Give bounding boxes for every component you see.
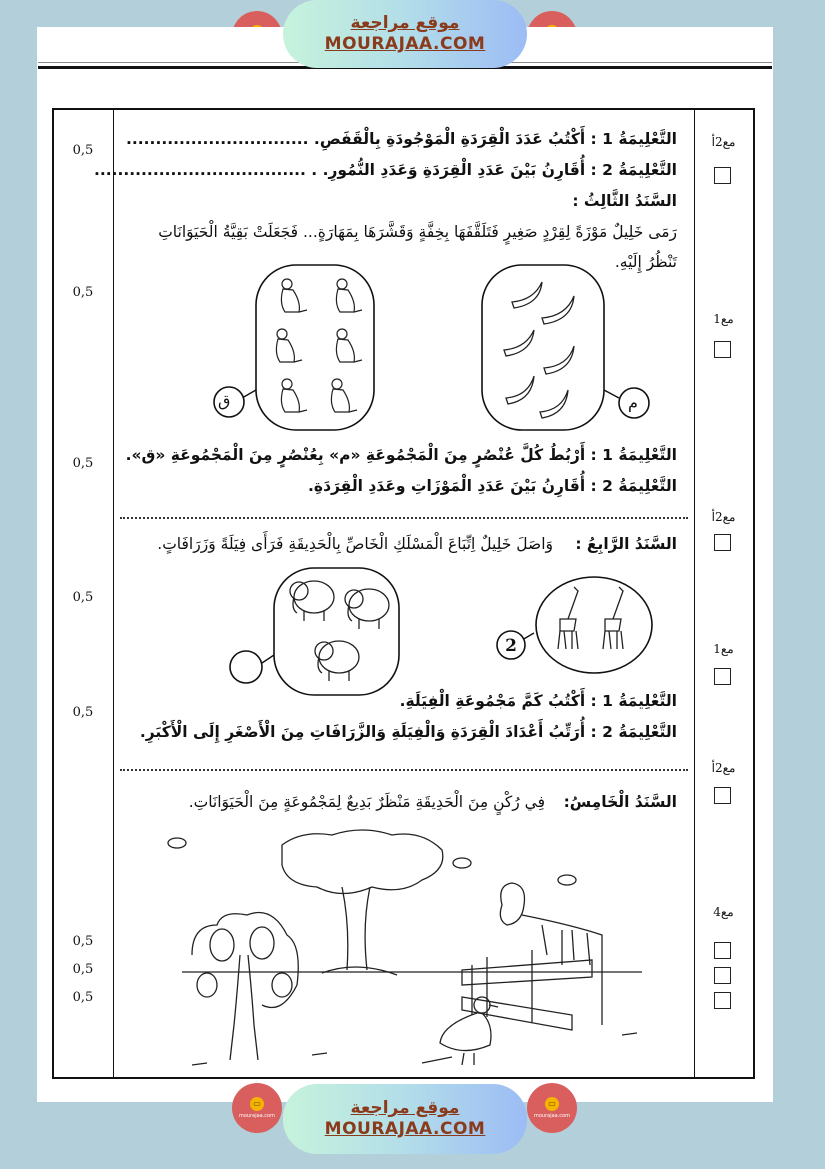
s2-instruction-1: التَّعْلِيمَةُ 1 : أَكْتُبُ عَدَدَ الْقِرَدَةِ الْمَوْجُودَةِ بِالْقَفَصِ. ............................... [126, 130, 677, 148]
s3-text-line2: تَنْظُرُ إِلَيْهِ. [614, 253, 677, 271]
banana-icons [504, 282, 574, 418]
park-scene [122, 825, 682, 1075]
section-divider [120, 517, 688, 519]
watermark-latin: MOURAJAA.COM [324, 34, 486, 54]
fence-icon [462, 950, 592, 1030]
duck-icon [440, 997, 498, 1065]
criterion-label: مع4 [713, 905, 734, 919]
criterion-label: مع2أ [711, 761, 736, 775]
watermark-arabic: موقع مراجعة [350, 1098, 460, 1118]
criterion-checkbox[interactable] [714, 668, 731, 685]
criterion-checkbox[interactable] [714, 167, 731, 184]
criterion-checkbox[interactable] [714, 787, 731, 804]
monkeys-set-label: ق [218, 391, 231, 410]
s4-title: السَّنَدُ الرَّابِعُ : [575, 535, 677, 553]
criterion-checkbox[interactable] [714, 942, 731, 959]
butterfly-icons [168, 838, 576, 885]
peacock-icon [192, 913, 298, 1061]
watermark-banner-bottom[interactable] [283, 1084, 527, 1154]
bananas-set [474, 260, 654, 435]
s3-text-line1: رَمَى خَلِيلٌ مَوْزَةً لِقِرْدٍ صَغِيرٍ فَتَلَقَّفَهَا بِخِفَّةٍ وَقَشَّرَهَا بِمَهَارَةٍ... فَجَعَلَتْ بَقِيَّةُ الْحَيَوَانَاتِ [158, 223, 677, 241]
book-icon: ▭ [250, 1097, 264, 1111]
score: 0,5 [72, 705, 94, 720]
section-divider [120, 769, 688, 771]
criterion-checkbox[interactable] [714, 992, 731, 1009]
badge-text: mourajaa.com [533, 1113, 570, 1119]
s4-instruction-2: التَّعْلِيمَةُ 2 : أُرَتِّبُ أَعْدَادَ الْقِرَدَةِ وَالْفِيَلَةِ وَالزَّرَافَاتِ مِنَ الْأَصْغَرِ إِلَى الْأَكْبَرِ. [139, 723, 677, 741]
giraffe-icons [558, 587, 623, 649]
s2-instruction-2: التَّعْلِيمَةُ 2 : أُقَارِنُ بَيْنَ عَدَدِ الْقِرَدَةِ وَعَدَدِ النُّمُورِ. . .................................... [93, 161, 677, 179]
criterion-label: مع2أ [711, 510, 736, 524]
score: 0,5 [72, 934, 94, 949]
criterion-label: مع1 [713, 642, 734, 656]
watermark-badge-bottom-left [232, 1083, 282, 1133]
badge-text: mourajaa.com [238, 1113, 275, 1119]
zebra-icon [500, 883, 602, 1025]
monkeys-set [204, 260, 404, 435]
criterion-label: مع1 [713, 312, 734, 326]
bananas-set-label: م [628, 393, 638, 412]
tree-icon [282, 830, 443, 975]
criterion-label: مع2أ [711, 135, 736, 149]
score: 0,5 [72, 456, 94, 471]
criterion-checkbox[interactable] [714, 341, 731, 358]
watermark-arabic: موقع مراجعة [350, 13, 460, 33]
scores-column [54, 110, 114, 1077]
watermark-badge-bottom-right [527, 1083, 577, 1133]
s5-title: السَّنَدُ الْخَامِسُ: [563, 793, 677, 811]
s3-instruction-2: التَّعْلِيمَةُ 2 : أُقَارِنُ بَيْنَ عَدَدِ الْمَوْزَاتِ وعَدَدِ الْقِرَدَةِ. [308, 477, 677, 495]
elephant-icons [290, 581, 389, 681]
book-icon: ▭ [545, 1097, 559, 1111]
s4-text: وَاصَلَ خَلِيلٌ اِتِّبَاعَ الْمَسْلَكِ الْخَاصِّ بِالْحَدِيقَةِ فَرَأَى فِيَلَةً وَزَرَافَاتٍ. [157, 535, 553, 553]
giraffes-set [484, 575, 664, 680]
elephants-set [224, 563, 424, 698]
watermark-banner-top[interactable] [283, 0, 527, 68]
s3-instruction-1: التَّعْلِيمَةُ 1 : أَرْبُطُ كُلَّ عُنْصُرٍ مِنَ الْمَجْمُوعَةِ «م» بِعُنْصُرٍ مِنَ الْمَجْمُوعَةِ «ق». [125, 446, 677, 464]
s5-text: فِي رُكْنٍ مِنَ الْحَدِيقَةِ مَنْظَرٌ بَدِيعٌ لِمَجْمُوعَةٍ مِنَ الْحَيَوَانَاتِ. [188, 793, 545, 811]
criterion-checkbox[interactable] [714, 967, 731, 984]
watermark-latin: MOURAJAA.COM [324, 1119, 486, 1139]
score: 0,5 [72, 143, 94, 158]
monkey-icons [276, 279, 362, 412]
score: 0,5 [72, 590, 94, 605]
score: 0,5 [72, 990, 94, 1005]
exam-frame [52, 108, 755, 1079]
score: 0,5 [72, 285, 94, 300]
score: 0,5 [72, 962, 94, 977]
criteria-column [694, 110, 753, 1077]
s4-instruction-1: التَّعْلِيمَةُ 1 : أَكْتُبُ كَمَّ مَجْمُوعَةِ الْفِيَلَةِ. [399, 692, 677, 710]
criterion-checkbox[interactable] [714, 534, 731, 551]
s3-title: السَّنَدُ الثَّالِثُ : [572, 192, 677, 210]
giraffes-count-label: 2 [505, 636, 517, 656]
